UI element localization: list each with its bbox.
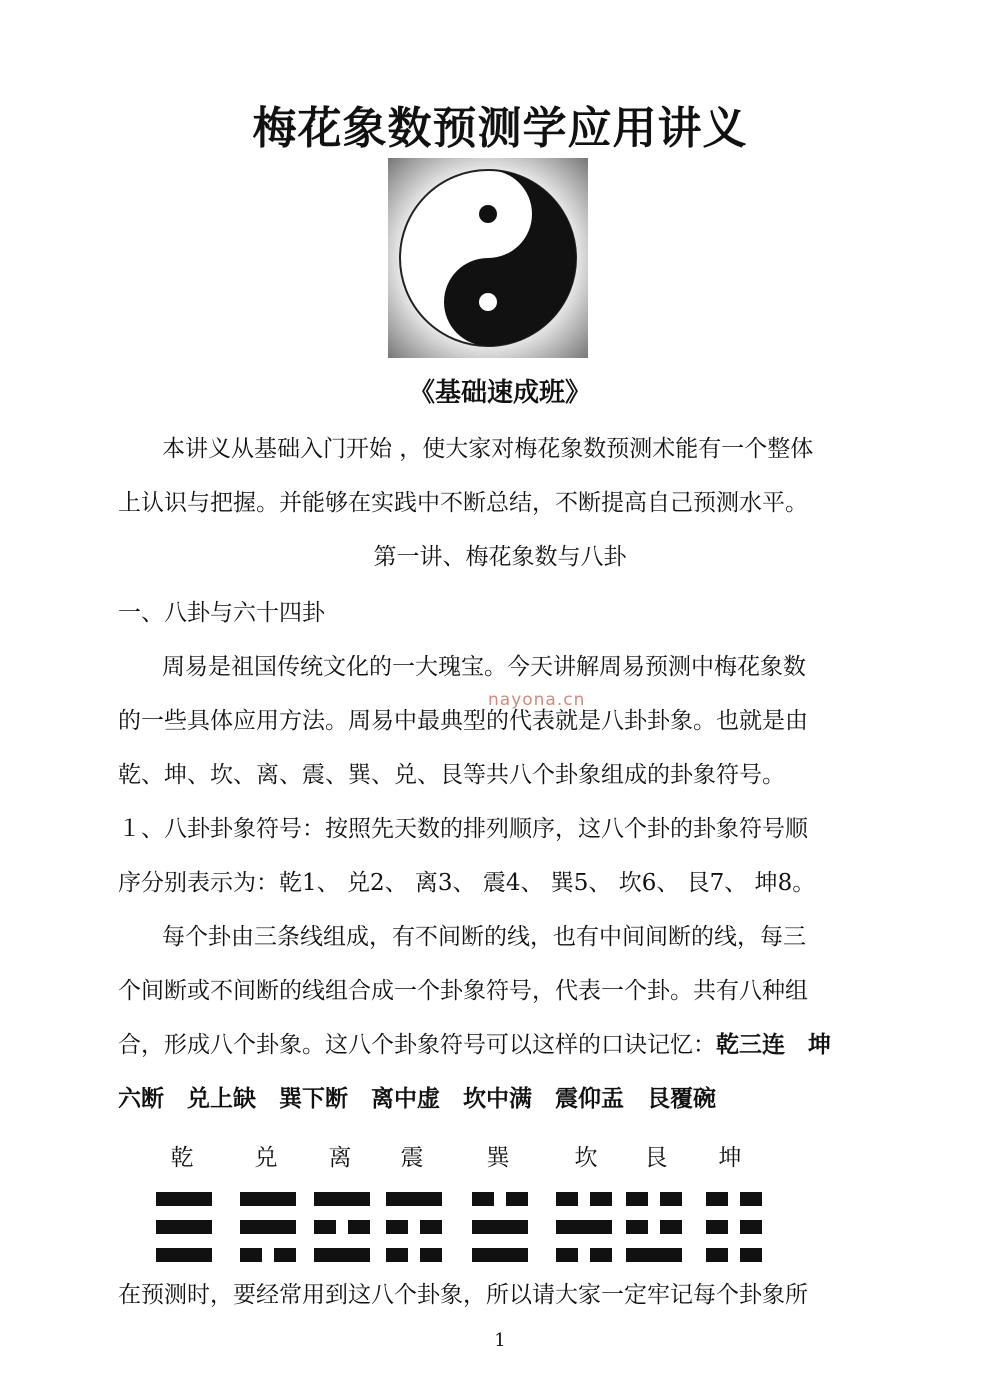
trigram-line-solid	[556, 1220, 616, 1234]
para3-line-1: 每个卦由三条线组成，有不间断的线，也有中间间断的线，每三	[162, 924, 806, 950]
para3-line-3	[118, 1030, 831, 1060]
trigram-line-solid	[314, 1248, 374, 1262]
para3-text: 合，形成八个卦象。这八个卦象符号可以这样的口诀记忆：	[118, 1032, 716, 1058]
trigram-dui-icon	[240, 1192, 300, 1276]
trigram-line-solid	[156, 1248, 216, 1262]
mnemonic-line: 六断 兑上缺 巽下断 离中虚 坎中满 震仰盂 艮覆碗	[118, 1086, 716, 1112]
watermark: nayona.cn	[488, 690, 586, 710]
para3-line-2: 个间断或不间断的线组合成一个卦象符号，代表一个卦。共有八种组	[118, 978, 808, 1004]
trigram-line-broken	[706, 1220, 766, 1234]
document-title: 梅花象数预测学应用讲义	[252, 103, 748, 154]
trigram-line-broken	[314, 1220, 374, 1234]
trigram-line-broken	[626, 1192, 686, 1206]
trigram-line-broken	[626, 1220, 686, 1234]
trigram-line-solid	[626, 1248, 686, 1262]
trigram-kun-icon	[706, 1192, 766, 1276]
trigram-line-solid	[472, 1248, 532, 1262]
trigram-li-icon	[314, 1192, 374, 1276]
para2-line-1: １、八卦卦象符号：按照先天数的排列顺序，这八个卦的卦象符号顺	[118, 816, 808, 842]
para1-line-2: 的一些具体应用方法。周易中最典型的代表就是八卦卦象。也就是由	[118, 708, 808, 734]
page-number: 1	[494, 1330, 506, 1351]
yin-yang-icon	[388, 158, 588, 358]
mnemonic-start: 乾三连 坤	[716, 1032, 831, 1058]
trigram-line-solid	[386, 1192, 446, 1206]
trigram-kan-icon	[556, 1192, 616, 1276]
trigram-line-solid	[156, 1220, 216, 1234]
intro-line-1: 本讲义从基础入门开始 ，使大家对梅花象数预测术能有一个整体	[162, 436, 814, 462]
para2-line-2: 序分别表示为：乾1、 兑2、 离3、 震4、 巽5、 坎6、 艮7、 坤8。	[118, 870, 816, 896]
lecture-title: 第一讲、梅花象数与八卦	[373, 544, 627, 570]
trigram-name-qian: 乾	[170, 1145, 194, 1171]
trigram-line-broken	[706, 1248, 766, 1262]
trigram-name-dui: 兑	[254, 1145, 278, 1171]
para1-line-3: 乾、坤、坎、离、震、巽、兑、艮等共八个卦象组成的卦象符号。	[118, 762, 785, 788]
course-subtitle: 《基础速成班》	[408, 378, 591, 408]
trigram-line-broken	[386, 1220, 446, 1234]
trigram-line-broken	[706, 1192, 766, 1206]
trigram-line-solid	[240, 1220, 300, 1234]
trigram-line-solid	[314, 1192, 374, 1206]
trigram-line-solid	[472, 1220, 532, 1234]
trigram-line-solid	[240, 1192, 300, 1206]
trigram-name-kun: 坤	[718, 1145, 742, 1171]
trigram-name-xun: 巽	[486, 1145, 510, 1171]
trigram-line-broken	[556, 1192, 616, 1206]
trigram-zhen-icon	[386, 1192, 446, 1276]
trigram-line-broken	[472, 1192, 532, 1206]
para1-line-1: 周易是祖国传统文化的一大瑰宝。今天讲解周易预测中梅花象数	[162, 654, 806, 680]
trigram-name-li: 离	[328, 1145, 352, 1171]
trigram-name-kan: 坎	[574, 1145, 598, 1171]
trigram-gen-icon	[626, 1192, 686, 1276]
trigram-line-broken	[386, 1248, 446, 1262]
section-title: 一、八卦与六十四卦	[118, 600, 325, 626]
intro-line-2: 上认识与把握。并能够在实践中不断总结，不断提高自己预测水平。	[118, 490, 808, 516]
trigram-qian-icon	[156, 1192, 216, 1276]
closing-line: 在预测时，要经常用到这八个卦象，所以请大家一定牢记每个卦象所	[118, 1282, 808, 1308]
trigram-line-broken	[556, 1248, 616, 1262]
trigram-name-zhen: 震	[400, 1145, 424, 1171]
trigram-line-broken	[240, 1248, 300, 1262]
trigram-line-solid	[156, 1192, 216, 1206]
trigram-xun-icon	[472, 1192, 532, 1276]
trigram-name-gen: 艮	[644, 1145, 668, 1171]
